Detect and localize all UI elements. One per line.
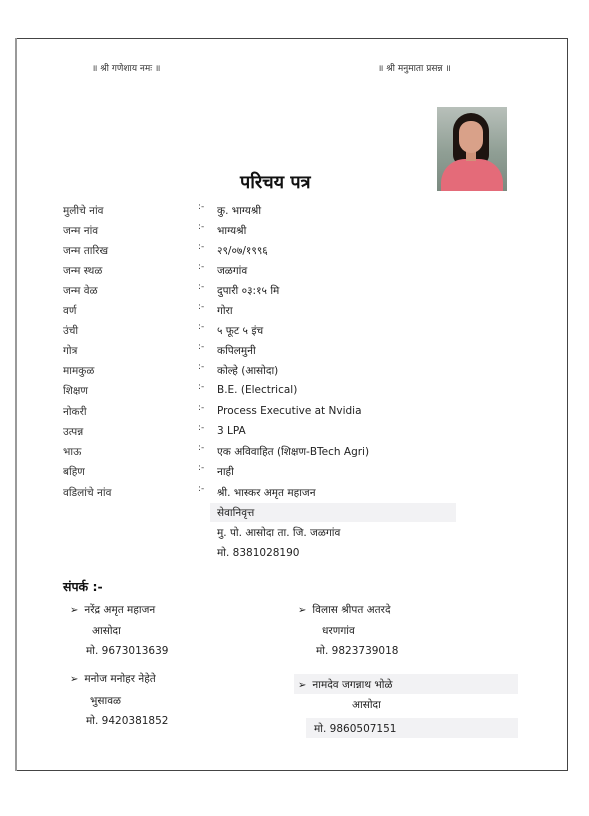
detail-label: वडिलांचे नांव	[63, 487, 112, 499]
detail-separator: :-	[198, 222, 205, 232]
detail-value: दुपारी ०३:१५ मि	[217, 285, 280, 297]
contact-phone: मो. 9823739018	[316, 645, 399, 657]
detail-separator: :-	[198, 443, 205, 453]
page-title: परिचय पत्र	[240, 172, 311, 193]
arrow-bullet-icon: ➢	[70, 605, 79, 616]
detail-separator: :-	[198, 262, 205, 272]
contact-place: धरणगांव	[322, 625, 355, 637]
detail-separator: :-	[198, 484, 205, 494]
contact-place: आसोदा	[92, 625, 121, 637]
detail-separator: :-	[198, 282, 205, 292]
contact-name-text: मनोज मनोहर नेहेते	[84, 673, 156, 685]
contact-name	[70, 672, 156, 686]
detail-separator: :-	[198, 302, 205, 312]
detail-label: भाऊ	[63, 446, 82, 458]
contact-name-text: विलास श्रीपत अतरदे	[312, 604, 391, 616]
detail-separator: :-	[198, 403, 205, 413]
detail-separator: :-	[198, 423, 205, 433]
detail-value: कपिलमुनी	[217, 345, 256, 357]
father-address: मु. पो. आसोदा ता. जि. जळगांव	[217, 527, 341, 539]
detail-value: जळगांव	[217, 265, 248, 277]
contact-phone: मो. 9420381852	[86, 715, 169, 727]
detail-separator: :-	[198, 322, 205, 332]
contact-heading: संपर्क :-	[63, 579, 103, 594]
arrow-bullet-icon: ➢	[298, 680, 307, 691]
detail-label: जन्म तारिख	[63, 245, 109, 257]
header-left-invocation: ॥ श्री गणेशाय नमः ॥	[92, 64, 161, 74]
detail-label: जन्म नांव	[63, 225, 99, 237]
detail-label: गोत्र	[63, 345, 78, 357]
detail-value: एक अविवाहित (शिक्षण-BTech Agri)	[217, 446, 370, 458]
detail-label: जन्म वेळ	[63, 285, 98, 297]
detail-value: २९/०७/१९९६	[217, 245, 268, 257]
father-occupation: सेवानिवृत्त	[217, 507, 255, 519]
detail-value: B.E. (Electrical)	[217, 384, 298, 396]
contact-name	[298, 678, 393, 692]
contact-place: आसोदा	[352, 699, 381, 711]
detail-value: गोरा	[217, 305, 233, 317]
detail-label: वर्ण	[63, 305, 77, 317]
header-right-invocation: ॥ श्री मनुमाता प्रसन्न ॥	[378, 64, 451, 74]
arrow-bullet-icon: ➢	[70, 674, 79, 685]
detail-label: जन्म स्थळ	[63, 265, 103, 277]
detail-separator: :-	[198, 342, 205, 352]
contact-phone: मो. 9673013639	[86, 645, 169, 657]
detail-label: नोकरी	[63, 406, 87, 418]
contact-name	[70, 603, 155, 617]
contact-name-text: नामदेव जगन्नाथ भोळे	[312, 679, 393, 691]
detail-label: उत्पन्न	[63, 426, 84, 438]
detail-separator: :-	[198, 362, 205, 372]
detail-value: भाग्यश्री	[217, 225, 247, 237]
profile-photo	[437, 107, 507, 191]
detail-label: बहिण	[63, 466, 85, 478]
detail-separator: :-	[198, 382, 205, 392]
detail-value: श्री. भास्कर अमृत महाजन	[217, 487, 316, 499]
detail-value: Process Executive at Nvidia	[217, 405, 362, 417]
detail-separator: :-	[198, 202, 205, 212]
detail-value: कोल्हे (आसोदा)	[217, 365, 279, 377]
detail-label: शिक्षण	[63, 385, 88, 397]
detail-label: मुलीचे नांव	[63, 205, 104, 217]
detail-label: मामकुळ	[63, 365, 95, 377]
detail-separator: :-	[198, 463, 205, 473]
detail-value: ५ फूट ५ इंच	[217, 325, 264, 337]
father-phone: मो. 8381028190	[217, 547, 300, 559]
detail-value: कु. भाग्यश्री	[217, 205, 262, 217]
detail-value: 3 LPA	[217, 425, 246, 437]
contact-phone: मो. 9860507151	[314, 723, 397, 735]
arrow-bullet-icon: ➢	[298, 605, 307, 616]
detail-separator: :-	[198, 242, 205, 252]
contact-name	[298, 603, 391, 617]
detail-label: उंची	[63, 325, 79, 337]
contact-name-text: नरेंद्र अमृत महाजन	[84, 604, 156, 616]
detail-value: नाही	[217, 466, 234, 478]
contact-place: भुसावळ	[90, 695, 122, 707]
